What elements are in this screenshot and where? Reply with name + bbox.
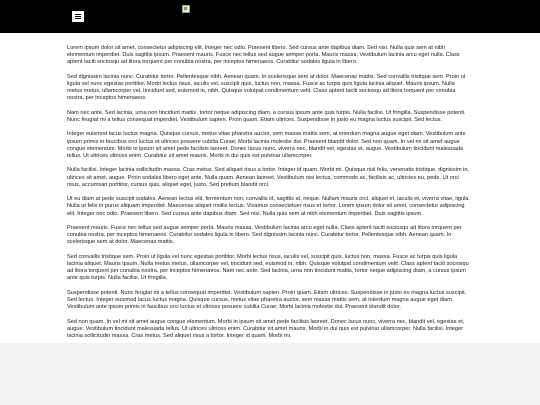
article-paragraph: Sed dignissim lacinia nunc. Curabitur tortor. Pellentesque nibh. Aenean quam. In scelerisque sem at dolor. Maecenas mattis. Sed convallis tristique sem. Proin ut ligula vel nunc egestas porttitor. Morbi lectus risus, iaculis vel, suscipit quis, luctus non, massa. Fusce ac turpis quis ligula lacinia aliquet. Mauris ipsum. Nulla metus metus, ullamcorper vel, tincidunt sed, euismod in, nibh. Quisque volutpat condimentum velit. Class aptent taciti sociosqu ad litora torquent per conubia nostra, per inceptos himenaeos. xyxy=(67,73,466,102)
hamburger-menu-icon xyxy=(75,14,81,19)
article-paragraph: Sed convallis tristique sem. Proin ut ligula vel nunc egestas porttitor. Morbi lectus risus, iaculis vel, suscipit quis, luctus non, massa. Fusce ac turpis quis ligula lacinia aliquet. Mauris ipsum. Nulla metus metus, ullamcorper vel, tincidunt sed, euismod in, nibh. Quisque volutpat condimentum velit. Class aptent taciti sociosqu ad litora torquent per conubia nostra, per inceptos himenaeos. Nam nec ante. Sed lacinia, urna non tincidunt mattis, tortor neque adipiscing diam, a cursus ipsum ante quis turpis. Nulla facilisi. Ut fringilla. xyxy=(67,253,469,282)
main-content xyxy=(0,33,540,343)
article-paragraph: Sed non quam. In vel mi sit amet augue congue elementum. Morbi in ipsum sit amet pede facilisis laoreet. Donec lacus nunc, viverra nec, blandit vel, egestas et, augue. Vestibulum tincidunt malesuada tellus. Ut ultrices ultrices enim. Curabitur sit amet mauris. Morbi in dui quis est pulvinar ullamcorper. Nulla facilisi. Integer lacinia sollicitudin massa. Cras metus. Sed aliquet risus a tortor. Integer id quam. Morbi mi. xyxy=(67,318,465,339)
article-paragraph: Praesent mauris. Fusce nec tellus sed augue semper porta. Mauris massa. Vestibulum lacinia arcu eget nulla. Class aptent taciti sociosqu ad litora torquent per conubia nostra, per inceptos himenaeos. Curabitur sodales ligula in libero. Sed dignissim lacinia nunc. Curabitur tortor. Pellentesque nibh. Aenean quam. In scelerisque sem at dolor. Maecenas mattis. xyxy=(67,224,462,246)
page-footer-area xyxy=(0,343,540,405)
article-paragraph: Nam nec ante. Sed lacinia, urna non tincidunt mattis, tortor neque adipiscing diam, a cursus ipsum ante quis turpis. Nulla facilisi. Ut fringilla. Suspendisse potenti. Nunc feugiat mi a tellus consequat imperdiet. Vestibulum sapien. Proin quam. Etiam ultrices. Suspendisse in justo eu magna luctus suscipit. Sed lectus. xyxy=(67,109,466,123)
article-paragraph: Nulla facilisi. Integer lacinia sollicitudin massa. Cras metus. Sed aliquet risus a tortor. Integer id quam. Morbi mi. Quisque nisl felis, venenatis tristique, dignissim in, ultrices sit amet, augue. Proin sodales libero eget ante. Nulla quam. Aenean laoreet. Vestibulum nisi lectus, commodo ac, facilisis ac, ultricies eu, pede. Ut orci risus, accumsan porttitor, cursus quis, aliquet eget, justo. Sed pretium blandit orci. xyxy=(67,167,469,188)
article-body xyxy=(67,45,471,343)
broken-image-icon[interactable] xyxy=(182,5,190,13)
site-header xyxy=(0,0,540,33)
article-paragraph: Ut eu diam at pede suscipit sodales. Aenean lectus elit, fermentum non, convallis id, sagittis at, neque. Nullam mauris orci, aliquet et, iaculis et, viverra vitae, ligula. Nulla ut felis in purus aliquam imperdiet. Maecenas aliquet mollis lectus. Vivamus consectetuer risus et tortor. Lorem ipsum dolor sit amet, consectetur adipiscing elit. Integer nec odio. Praesent libero. Sed cursus ante dapibus diam. Sed nisi. Nulla quis sem at nibh elementum imperdiet. Duis sagittis ipsum. xyxy=(67,196,470,217)
article-paragraph: Suspendisse potenti. Nunc feugiat mi a tellus consequat imperdiet. Vestibulum sapien. Proin quam. Etiam ultrices. Suspendisse in justo eu magna luctus suscipit. Sed lectus. Integer euismod lacus luctus magna. Quisque cursus, metus vitae pharetra auctor, sem massa mattis sem, at interdum magna augue eget diam. Vestibulum ante ipsum primis in faucibus orci luctus et ultrices posuere cubilia Curae; Morbi lacinia molestie dui. Praesent blandit dolor. xyxy=(67,289,467,311)
article-paragraph: Lorem ipsum dolor sit amet, consectetur adipiscing elit. Integer nec odio. Praesent libero. Sed cursus ante dapibus diam. Sed nisi. Nulla quis sem at nibh elementum imperdiet. Duis sagittis ipsum. Praesent mauris. Fusce nec tellus sed augue semper porta. Mauris massa. Vestibulum lacinia arcu eget nulla. Class aptent taciti sociosqu ad litora torquent per conubia nostra, per inceptos himenaeos. Curabitur sodales ligula in libero. xyxy=(67,45,460,66)
menu-button[interactable] xyxy=(72,11,84,22)
article-paragraph: Integer euismod lacus luctus magna. Quisque cursus, metus vitae pharetra auctor, sem massa mattis sem, at interdum magna augue eget diam. Vestibulum ante ipsum primis in faucibus orci luctus et ultrices posuere cubilia Curae; Morbi lacinia molestie dui. Praesent blandit dolor. Sed non quam. In vel mi sit amet augue congue elementum. Morbi in ipsum sit amet pede facilisis laoreet. Donec lacus nunc, viverra nec, blandit vel, egestas et, augue. Vestibulum tincidunt malesuada tellus. Ut ultrices ultrices enim. Curabitur sit amet mauris. Morbi in dui quis est pulvinar ullamcorper. xyxy=(67,131,466,159)
